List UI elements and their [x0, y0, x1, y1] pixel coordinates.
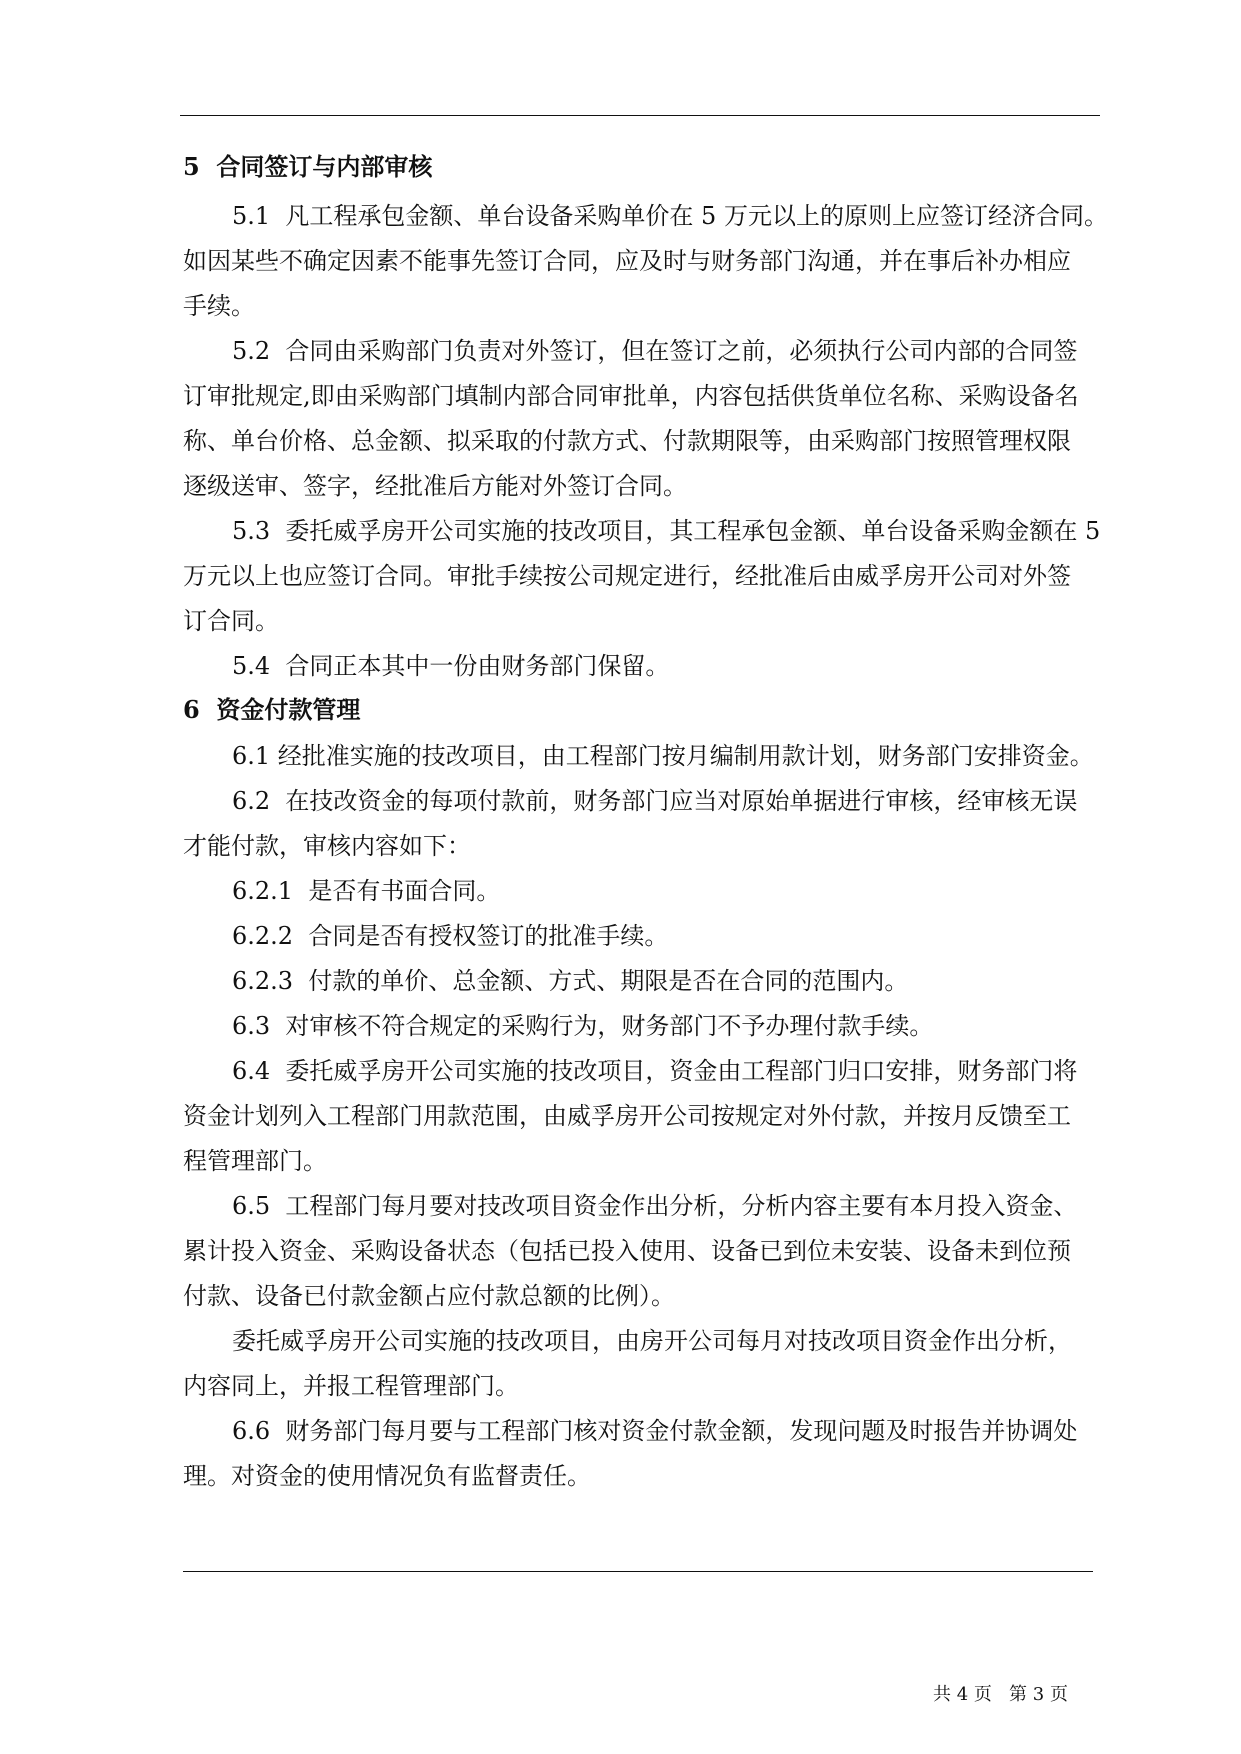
- para-6-5-line2: 累计投入资金、采购设备状态（包括已投入使用、设备已到位未安装、设备未到位预: [183, 1237, 1071, 1265]
- para-6-2-line1: 6.2 在技改资金的每项付款前，财务部门应当对原始单据进行审核，经审核无误: [232, 787, 1078, 815]
- para-6-6-line2: 理。对资金的使用情况负有监督责任。: [183, 1462, 591, 1490]
- para-5-3-line2: 万元以上也应签订合同。审批手续按公司规定进行，经批准后由威孚房开公司对外签: [183, 562, 1071, 590]
- para-6-5b-line2: 内容同上，并报工程管理部门。: [183, 1372, 519, 1400]
- para-6-1: 6.1 经批准实施的技改项目，由工程部门按月编制用款计划，财务部门安排资金。: [232, 742, 1094, 770]
- header-rule: [180, 115, 1100, 116]
- para-6-2-2: 6.2.2 合同是否有授权签订的批准手续。: [232, 922, 669, 950]
- para-6-2-3: 6.2.3 付款的单价、总金额、方式、期限是否在合同的范围内。: [232, 967, 909, 995]
- para-5-1-line3: 手续。: [183, 292, 255, 320]
- para-6-2-line2: 才能付款，审核内容如下：: [183, 832, 471, 860]
- para-5-2-line2: 订审批规定,即由采购部门填制内部合同审批单，内容包括供货单位名称、采购设备名: [183, 382, 1079, 410]
- para-6-5b-line1: 委托威孚房开公司实施的技改项目，由房开公司每月对技改项目资金作出分析，: [232, 1327, 1072, 1355]
- para-5-2-line4: 逐级送审、签字，经批准后方能对外签订合同。: [183, 472, 687, 500]
- para-5-1-line2: 如因某些不确定因素不能事先签订合同，应及时与财务部门沟通，并在事后补办相应: [183, 247, 1071, 275]
- footer-rule: [183, 1571, 1093, 1572]
- para-6-4-line3: 程管理部门。: [183, 1147, 327, 1175]
- para-5-2-line3: 称、单台价格、总金额、拟采取的付款方式、付款期限等，由采购部门按照管理权限: [183, 427, 1071, 455]
- para-5-4: 5.4 合同正本其中一份由财务部门保留。: [232, 652, 670, 680]
- para-5-2-line1: 5.2 合同由采购部门负责对外签订，但在签订之前，必须执行公司内部的合同签: [232, 337, 1078, 365]
- para-6-5-line3: 付款、设备已付款金额占应付款总额的比例）。: [183, 1282, 675, 1310]
- section-6-heading: 6 资金付款管理: [183, 695, 361, 724]
- para-6-4-line1: 6.4 委托威孚房开公司实施的技改项目，资金由工程部门归口安排，财务部门将: [232, 1057, 1078, 1085]
- page-number: 共 4 页 第 3 页: [933, 1684, 1068, 1705]
- para-6-4-line2: 资金计划列入工程部门用款范围，由威孚房开公司按规定对外付款，并按月反馈至工: [183, 1102, 1071, 1130]
- para-5-3-line1: 5.3 委托威孚房开公司实施的技改项目，其工程承包金额、单台设备采购金额在 5: [232, 517, 1101, 545]
- para-5-3-line3: 订合同。: [183, 607, 279, 635]
- para-6-6-line1: 6.6 财务部门每月要与工程部门核对资金付款金额，发现问题及时报告并协调处: [232, 1417, 1078, 1445]
- para-6-2-1: 6.2.1 是否有书面合同。: [232, 877, 501, 905]
- para-6-5-line1: 6.5 工程部门每月要对技改项目资金作出分析，分析内容主要有本月投入资金、: [232, 1192, 1078, 1220]
- para-5-1-line1: 5.1 凡工程承包金额、单台设备采购单价在 5 万元以上的原则上应签订经济合同。: [232, 202, 1108, 230]
- section-5-heading: 5 合同签订与内部审核: [183, 152, 433, 181]
- para-6-3: 6.3 对审核不符合规定的采购行为，财务部门不予办理付款手续。: [232, 1012, 934, 1040]
